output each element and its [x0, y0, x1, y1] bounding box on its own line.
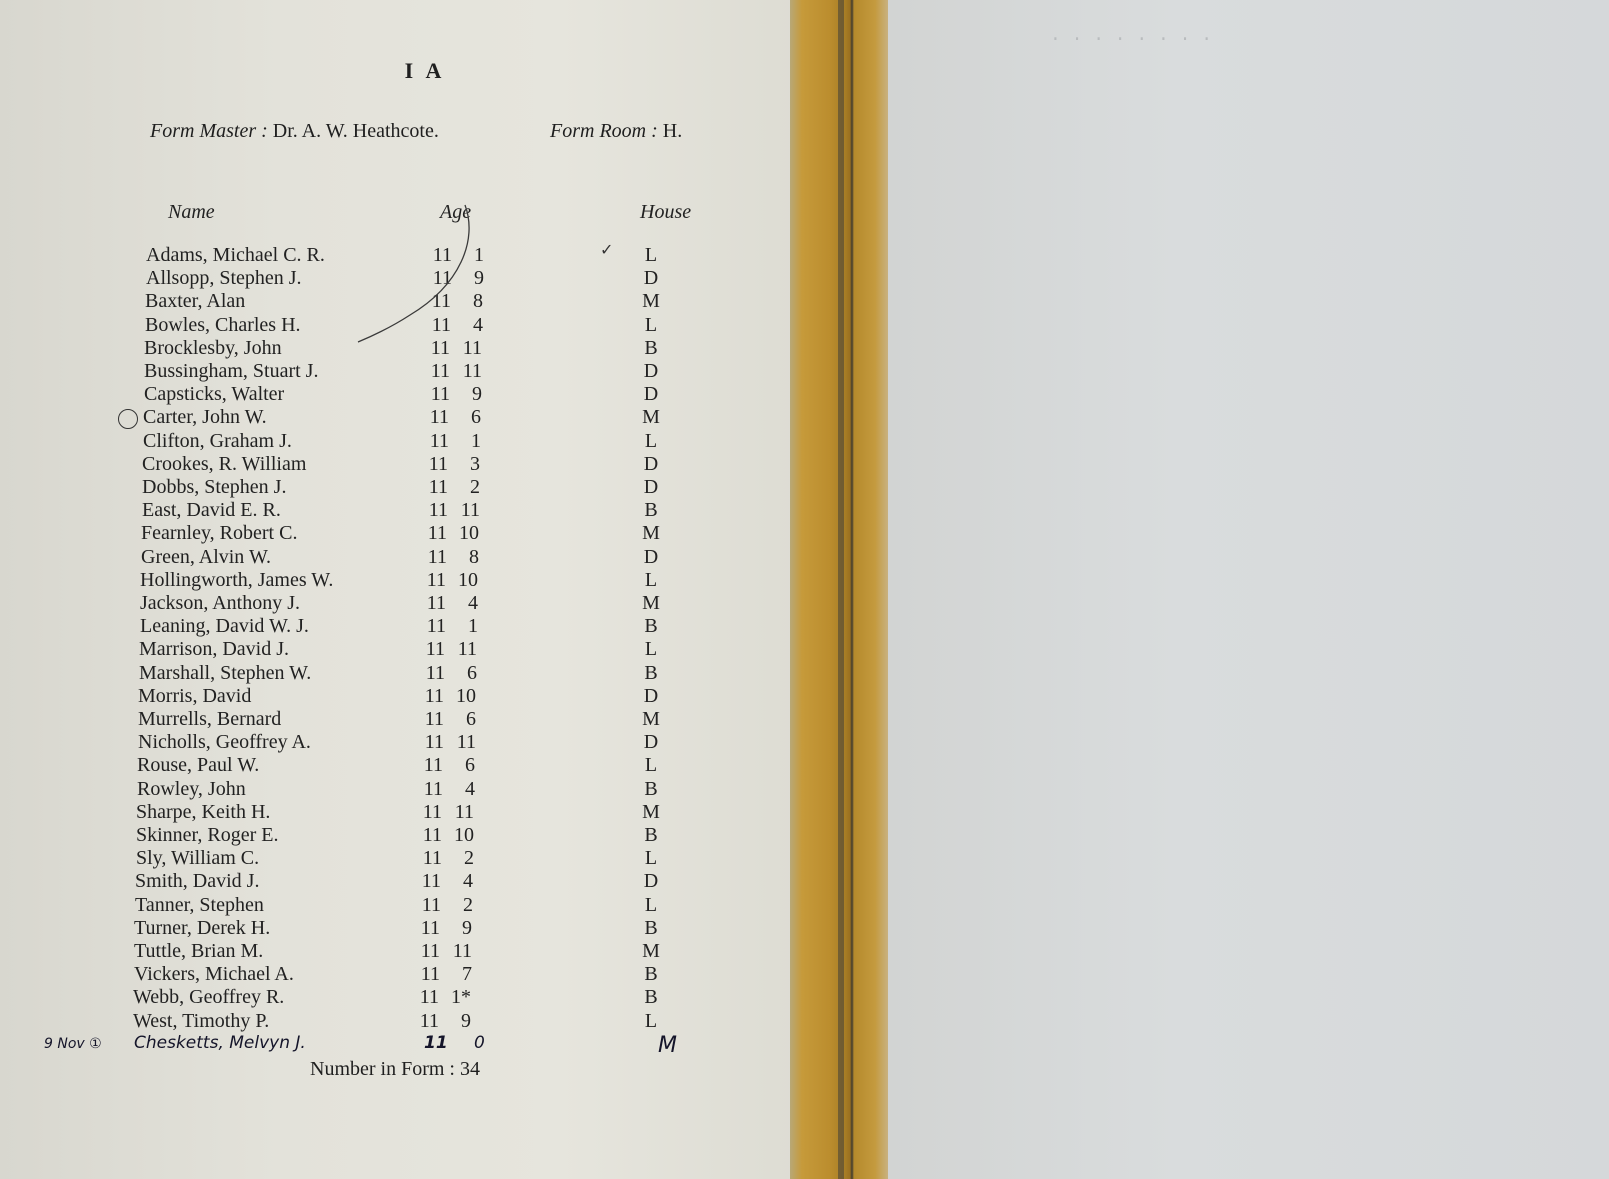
student-name: Dobbs, Stephen J.: [142, 476, 287, 498]
age-years: 11: [420, 963, 440, 986]
student-name: Bussingham, Stuart J.: [144, 360, 319, 382]
handwritten-name: Chesketts, Melvyn J.: [134, 1033, 306, 1053]
handwritten-age-years: 11: [424, 1033, 448, 1053]
house-letter: M: [642, 708, 660, 730]
form-room-value: H.: [662, 120, 683, 142]
age-months: 2: [463, 893, 473, 916]
age-months: 1: [474, 244, 484, 266]
student-name: Rouse, Paul W.: [137, 754, 260, 777]
age-years: 11: [430, 360, 450, 382]
table-row: [0, 1010, 720, 1033]
age-months: 6: [465, 754, 475, 777]
age-years: 11: [429, 429, 449, 452]
table-row: [0, 615, 720, 638]
age-years: 11: [426, 568, 446, 591]
age-months: 11: [462, 360, 482, 382]
house-letter: D: [643, 267, 659, 290]
age-years: 11: [422, 800, 442, 823]
age-months: 2: [470, 476, 480, 498]
age-months: 11: [460, 499, 480, 522]
age-months: 9: [461, 1009, 471, 1032]
circled-mark: [118, 409, 138, 429]
student-name: Jackson, Anthony J.: [140, 592, 300, 614]
house-letter: L: [644, 638, 658, 661]
table-row: [0, 940, 720, 963]
house-letter: D: [643, 383, 659, 406]
house-letter: D: [643, 476, 659, 498]
student-name: Adams, Michael C. R.: [146, 244, 325, 266]
table-row: [0, 801, 720, 824]
age-months: 2: [464, 847, 474, 870]
age-years: 11: [419, 986, 439, 1009]
house-letter: L: [644, 429, 658, 452]
house-letter: D: [643, 684, 659, 707]
house-letter: L: [644, 847, 658, 870]
student-name: Carter, John W.: [143, 406, 267, 429]
age-months: 4: [468, 592, 478, 614]
table-row: [0, 592, 720, 615]
table-row: [0, 638, 720, 661]
number-in-form: Number in Form : 34: [310, 1058, 480, 1080]
student-name: Marshall, Stephen W.: [139, 661, 312, 684]
student-name: Bowles, Charles H.: [145, 313, 301, 336]
age-years: 11: [431, 290, 451, 313]
age-years: 11: [425, 661, 445, 684]
age-years: 11: [424, 731, 444, 754]
house-letter: L: [644, 313, 658, 336]
table-row: [0, 708, 720, 731]
age-months: 1*: [451, 986, 471, 1009]
student-name: Crookes, R. William: [142, 452, 307, 475]
table-row: [0, 986, 720, 1009]
house-letter: D: [643, 731, 659, 754]
age-years: 11: [422, 847, 442, 870]
age-years: 11: [422, 824, 442, 846]
student-name: East, David E. R.: [142, 499, 281, 522]
table-row: [0, 569, 720, 592]
age-months: 6: [466, 708, 476, 730]
form-master: [150, 120, 439, 143]
age-years: 11: [420, 940, 440, 962]
student-name: Turner, Derek H.: [134, 916, 271, 939]
student-name: Baxter, Alan: [145, 290, 246, 313]
student-name: Murrells, Bernard: [138, 708, 282, 730]
house-letter: B: [644, 499, 658, 522]
student-name: Vickers, Michael A.: [134, 963, 294, 986]
house-letter: L: [644, 754, 658, 777]
age-months: 10: [454, 824, 474, 846]
age-months: 9: [472, 383, 482, 406]
tick-mark: ✓: [600, 242, 614, 259]
age-months: 10: [458, 568, 478, 591]
age-years: 11: [428, 499, 448, 522]
house-letter: B: [644, 777, 658, 800]
student-name: Nicholls, Geoffrey A.: [138, 731, 311, 754]
handwritten-house: M: [658, 1033, 677, 1058]
house-letter: B: [644, 336, 658, 359]
column-header-house: House: [640, 201, 692, 223]
age-years: 11: [424, 684, 444, 707]
student-name: West, Timothy P.: [133, 1009, 270, 1032]
age-months: 6: [471, 406, 481, 429]
house-letter: L: [644, 1009, 658, 1032]
table-row: [0, 360, 720, 383]
right-page: [888, 0, 1609, 1179]
table-row: [0, 894, 720, 917]
house-letter: L: [644, 568, 658, 591]
age-months: 11: [457, 638, 477, 661]
age-years: 11: [430, 336, 450, 359]
age-years: 11: [426, 592, 446, 614]
spine-crease: [838, 0, 844, 1179]
column-header-age: Age: [440, 201, 472, 223]
age-months: 11: [456, 731, 476, 754]
house-letter: L: [644, 244, 658, 266]
age-years: 11: [427, 522, 447, 545]
student-name: Sharpe, Keith H.: [136, 800, 271, 823]
house-letter: M: [642, 940, 660, 962]
table-row: [0, 824, 720, 847]
age-years: 11: [432, 267, 452, 290]
age-months: 3: [470, 452, 480, 475]
form-title: I A: [404, 58, 446, 83]
form-room-label: Form Room :: [550, 120, 658, 142]
house-letter: D: [643, 452, 659, 475]
house-letter: D: [643, 545, 659, 568]
age-years: 11: [420, 916, 440, 939]
student-name: Marrison, David J.: [139, 638, 289, 661]
age-years: 11: [423, 777, 443, 800]
age-months: 10: [459, 522, 479, 545]
student-name: Clifton, Graham J.: [143, 429, 292, 452]
student-name: Skinner, Roger E.: [136, 824, 279, 846]
student-name: Tuttle, Brian M.: [134, 940, 264, 962]
house-letter: B: [644, 986, 658, 1009]
house-letter: M: [642, 406, 660, 429]
student-name: Green, Alvin W.: [141, 545, 271, 568]
student-name: Morris, David: [138, 684, 252, 707]
age-months: 4: [473, 313, 483, 336]
table-row: [0, 963, 720, 986]
age-months: 9: [462, 916, 472, 939]
age-years: 11: [426, 615, 446, 638]
age-months: 6: [467, 661, 477, 684]
age-years: 11: [421, 893, 441, 916]
house-letter: B: [644, 661, 658, 684]
student-name: Rowley, John: [137, 777, 246, 800]
table-row: [0, 522, 720, 545]
age-months: 11: [452, 940, 472, 962]
age-months: 8: [469, 545, 479, 568]
table-row: [0, 917, 720, 940]
house-letter: M: [642, 522, 660, 545]
age-months: 1: [468, 615, 478, 638]
age-months: 10: [456, 684, 476, 707]
student-name: Hollingworth, James W.: [140, 568, 334, 591]
age-months: 9: [474, 267, 484, 290]
table-row: [0, 453, 720, 476]
house-letter: M: [642, 800, 660, 823]
age-months: 8: [473, 290, 483, 313]
age-years: 11: [425, 638, 445, 661]
form-master-value: Dr. A. W. Heathcote.: [272, 120, 439, 142]
house-letter: B: [644, 824, 658, 846]
student-name: Sly, William C.: [136, 847, 260, 870]
table-row: [0, 662, 720, 685]
age-years: 11: [423, 754, 443, 777]
student-name: Allsopp, Stephen J.: [146, 267, 302, 290]
house-letter: D: [643, 360, 659, 382]
house-letter: M: [642, 592, 660, 614]
house-letter: B: [644, 963, 658, 986]
house-letter: L: [644, 893, 658, 916]
table-row: [0, 430, 720, 453]
student-name: Leaning, David W. J.: [140, 615, 309, 638]
table-row: [0, 476, 720, 499]
age-months: 4: [463, 870, 473, 893]
age-years: 11: [432, 244, 452, 266]
table-row: [0, 778, 720, 801]
handwritten-note: 9 Nov ①: [44, 1036, 102, 1052]
age-years: 11: [419, 1009, 439, 1032]
age-months: 4: [465, 777, 475, 800]
age-years: 11: [431, 313, 451, 336]
age-months: 11: [462, 336, 482, 359]
student-name: Fearnley, Robert C.: [141, 522, 298, 545]
student-name: Tanner, Stephen: [135, 893, 264, 916]
age-years: 11: [421, 870, 441, 893]
student-name: Brocklesby, John: [144, 336, 282, 359]
form-room: [550, 120, 682, 143]
age-years: 11: [428, 452, 448, 475]
table-row: [0, 870, 720, 893]
table-row: [0, 499, 720, 522]
house-letter: M: [642, 290, 660, 313]
column-header-name: Name: [168, 201, 215, 223]
table-row: [0, 546, 720, 569]
age-years: 11: [430, 383, 450, 406]
age-years: 11: [428, 476, 448, 498]
table-row: [0, 731, 720, 754]
age-years: 11: [429, 406, 449, 429]
age-months: 1: [471, 429, 481, 452]
handwritten-age-months: 0: [474, 1033, 485, 1053]
age-months: 11: [454, 800, 474, 823]
table-row: [0, 383, 720, 406]
bleed-through-text: · · · · · · · ·: [1050, 30, 1213, 50]
age-years: 11: [427, 545, 447, 568]
student-name: Smith, David J.: [135, 870, 260, 893]
house-letter: B: [644, 916, 658, 939]
table-row: [0, 685, 720, 708]
table-row: [0, 754, 720, 777]
pencil-curve: [350, 200, 480, 345]
form-master-label: Form Master :: [150, 120, 268, 142]
age-years: 11: [424, 708, 444, 730]
house-letter: B: [644, 615, 658, 638]
student-name: Capsticks, Walter: [144, 383, 285, 406]
table-row: [0, 847, 720, 870]
table-row: [0, 406, 720, 429]
student-name: Webb, Geoffrey R.: [133, 986, 285, 1009]
age-months: 7: [462, 963, 472, 986]
house-letter: D: [643, 870, 659, 893]
